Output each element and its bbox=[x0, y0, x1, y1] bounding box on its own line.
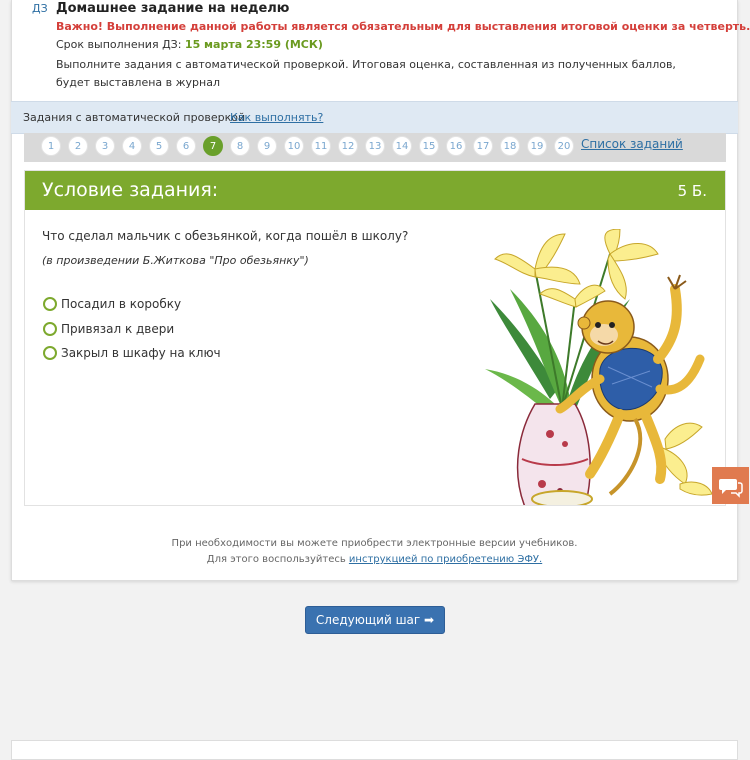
page-button-2[interactable]: 2 bbox=[68, 136, 88, 156]
deadline-value: 15 марта 23:59 (МСК) bbox=[184, 38, 323, 51]
page-button-15[interactable]: 15 bbox=[419, 136, 439, 156]
monkey-illustration bbox=[480, 229, 715, 506]
task-points: 5 Б. bbox=[677, 182, 707, 200]
question-text: Что сделал мальчик с обезьянкой, когда пошёл в школу? bbox=[42, 229, 409, 243]
footnote bbox=[12, 536, 737, 568]
page-button-1[interactable]: 1 bbox=[41, 136, 61, 156]
page-button-7-active[interactable]: 7 bbox=[203, 136, 223, 156]
radio-button[interactable] bbox=[43, 297, 57, 311]
homework-description: Выполните задания с автоматической проверкой. Итоговая оценка, составленная из полученных баллов, будет выставлена в журнал bbox=[56, 58, 676, 89]
answer-option-3[interactable] bbox=[43, 346, 221, 360]
page-button-16[interactable]: 16 bbox=[446, 136, 466, 156]
task-header bbox=[25, 171, 725, 210]
deadline-label: Срок выполнения ДЗ: bbox=[56, 38, 185, 51]
task-list-link[interactable]: Список заданий bbox=[581, 137, 683, 151]
homework-deadline bbox=[56, 38, 323, 51]
page-button-11[interactable]: 11 bbox=[311, 136, 331, 156]
page-button-14[interactable]: 14 bbox=[392, 136, 412, 156]
radio-button[interactable] bbox=[43, 346, 57, 360]
homework-tag: ДЗ bbox=[32, 2, 48, 15]
page-button-9[interactable]: 9 bbox=[257, 136, 277, 156]
page-button-3[interactable]: 3 bbox=[95, 136, 115, 156]
chat-icon bbox=[712, 467, 749, 504]
answer-option-2[interactable] bbox=[43, 322, 174, 336]
page-button-19[interactable]: 19 bbox=[527, 136, 547, 156]
page-button-17[interactable]: 17 bbox=[473, 136, 493, 156]
radio-button[interactable] bbox=[43, 322, 57, 336]
footnote-line2 bbox=[12, 552, 737, 568]
next-card-edge bbox=[11, 740, 738, 760]
page-button-12[interactable]: 12 bbox=[338, 136, 358, 156]
homework-warning: Важно! Выполнение данной работы является обязательным для выставления итоговой оценки за четверть. bbox=[56, 20, 750, 33]
answer-option-1[interactable] bbox=[43, 297, 181, 311]
page-button-20[interactable]: 20 bbox=[554, 136, 574, 156]
page-button-6[interactable]: 6 bbox=[176, 136, 196, 156]
footnote-prefix: Для этого воспользуйтесь bbox=[206, 554, 349, 565]
footnote-line1: При необходимости вы можете приобрести электронные версии учебников. bbox=[171, 538, 578, 549]
chat-button[interactable] bbox=[712, 467, 749, 504]
task-pager bbox=[24, 133, 726, 162]
auto-check-bar bbox=[11, 101, 738, 134]
answer-option-label: Посадил в коробку bbox=[61, 297, 182, 311]
page-button-4[interactable]: 4 bbox=[122, 136, 142, 156]
answer-option-label: Закрыл в шкафу на ключ bbox=[61, 346, 221, 360]
page-button-18[interactable]: 18 bbox=[500, 136, 520, 156]
page-button-10[interactable]: 10 bbox=[284, 136, 304, 156]
page-button-5[interactable]: 5 bbox=[149, 136, 169, 156]
answer-option-label: Привязал к двери bbox=[61, 322, 175, 336]
efu-instruction-link[interactable]: инструкцией по приобретению ЭФУ. bbox=[348, 554, 543, 565]
homework-title: Домашнее задание на неделю bbox=[56, 1, 290, 16]
task-panel bbox=[24, 170, 726, 506]
page-button-13[interactable]: 13 bbox=[365, 136, 385, 156]
question-note: (в произведении Б.Житкова "Про обезьянку") bbox=[42, 254, 309, 267]
how-to-link[interactable]: Как выполнять? bbox=[230, 111, 324, 124]
next-step-button[interactable]: Следующий шаг ➡ bbox=[305, 606, 445, 634]
auto-check-label: Задания с автоматической проверкой bbox=[23, 111, 246, 124]
page-button-8[interactable]: 8 bbox=[230, 136, 250, 156]
task-header-title: Условие задания: bbox=[42, 179, 219, 201]
